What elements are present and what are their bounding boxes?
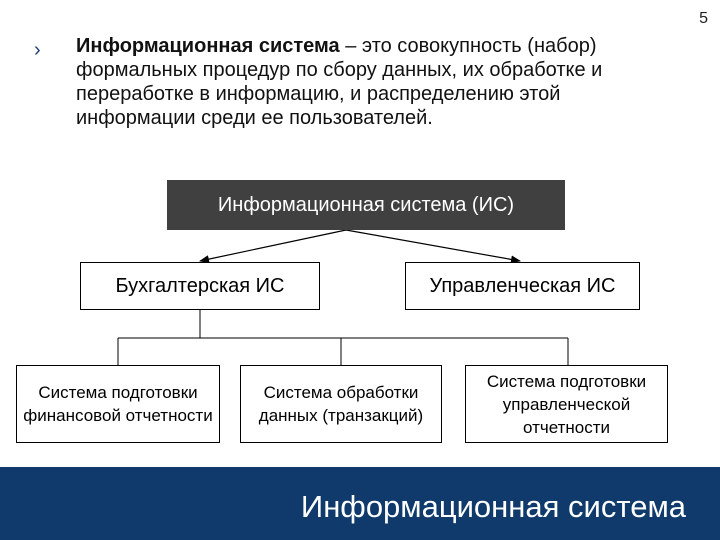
chevron-bullet-icon: › xyxy=(34,39,41,61)
node-management-is: Управленческая ИС xyxy=(405,262,640,310)
definition-body: – это совокупность (набор) формальных процедур по сбору данных, их обработке и переработке в информацию, и распределению этой информации среди ее пользователей. xyxy=(76,35,603,129)
arrow-to-accounting xyxy=(200,230,346,261)
node-accounting-is: Бухгалтерская ИС xyxy=(80,262,320,310)
definition-term: Информационная система xyxy=(76,35,340,57)
root-node-is: Информационная система (ИС) xyxy=(167,180,565,230)
node-transaction-processing: Система обработки данных (транзакций) xyxy=(240,365,442,443)
node-management-reporting: Система подготовки управленческой отчетности xyxy=(465,365,668,443)
page-number: 5 xyxy=(699,10,708,27)
footer-title: Информационная система xyxy=(300,489,686,524)
node-financial-reporting: Система подготовки финансовой отчетности xyxy=(16,365,220,443)
footer-band xyxy=(0,467,720,540)
arrow-to-management xyxy=(346,230,520,261)
